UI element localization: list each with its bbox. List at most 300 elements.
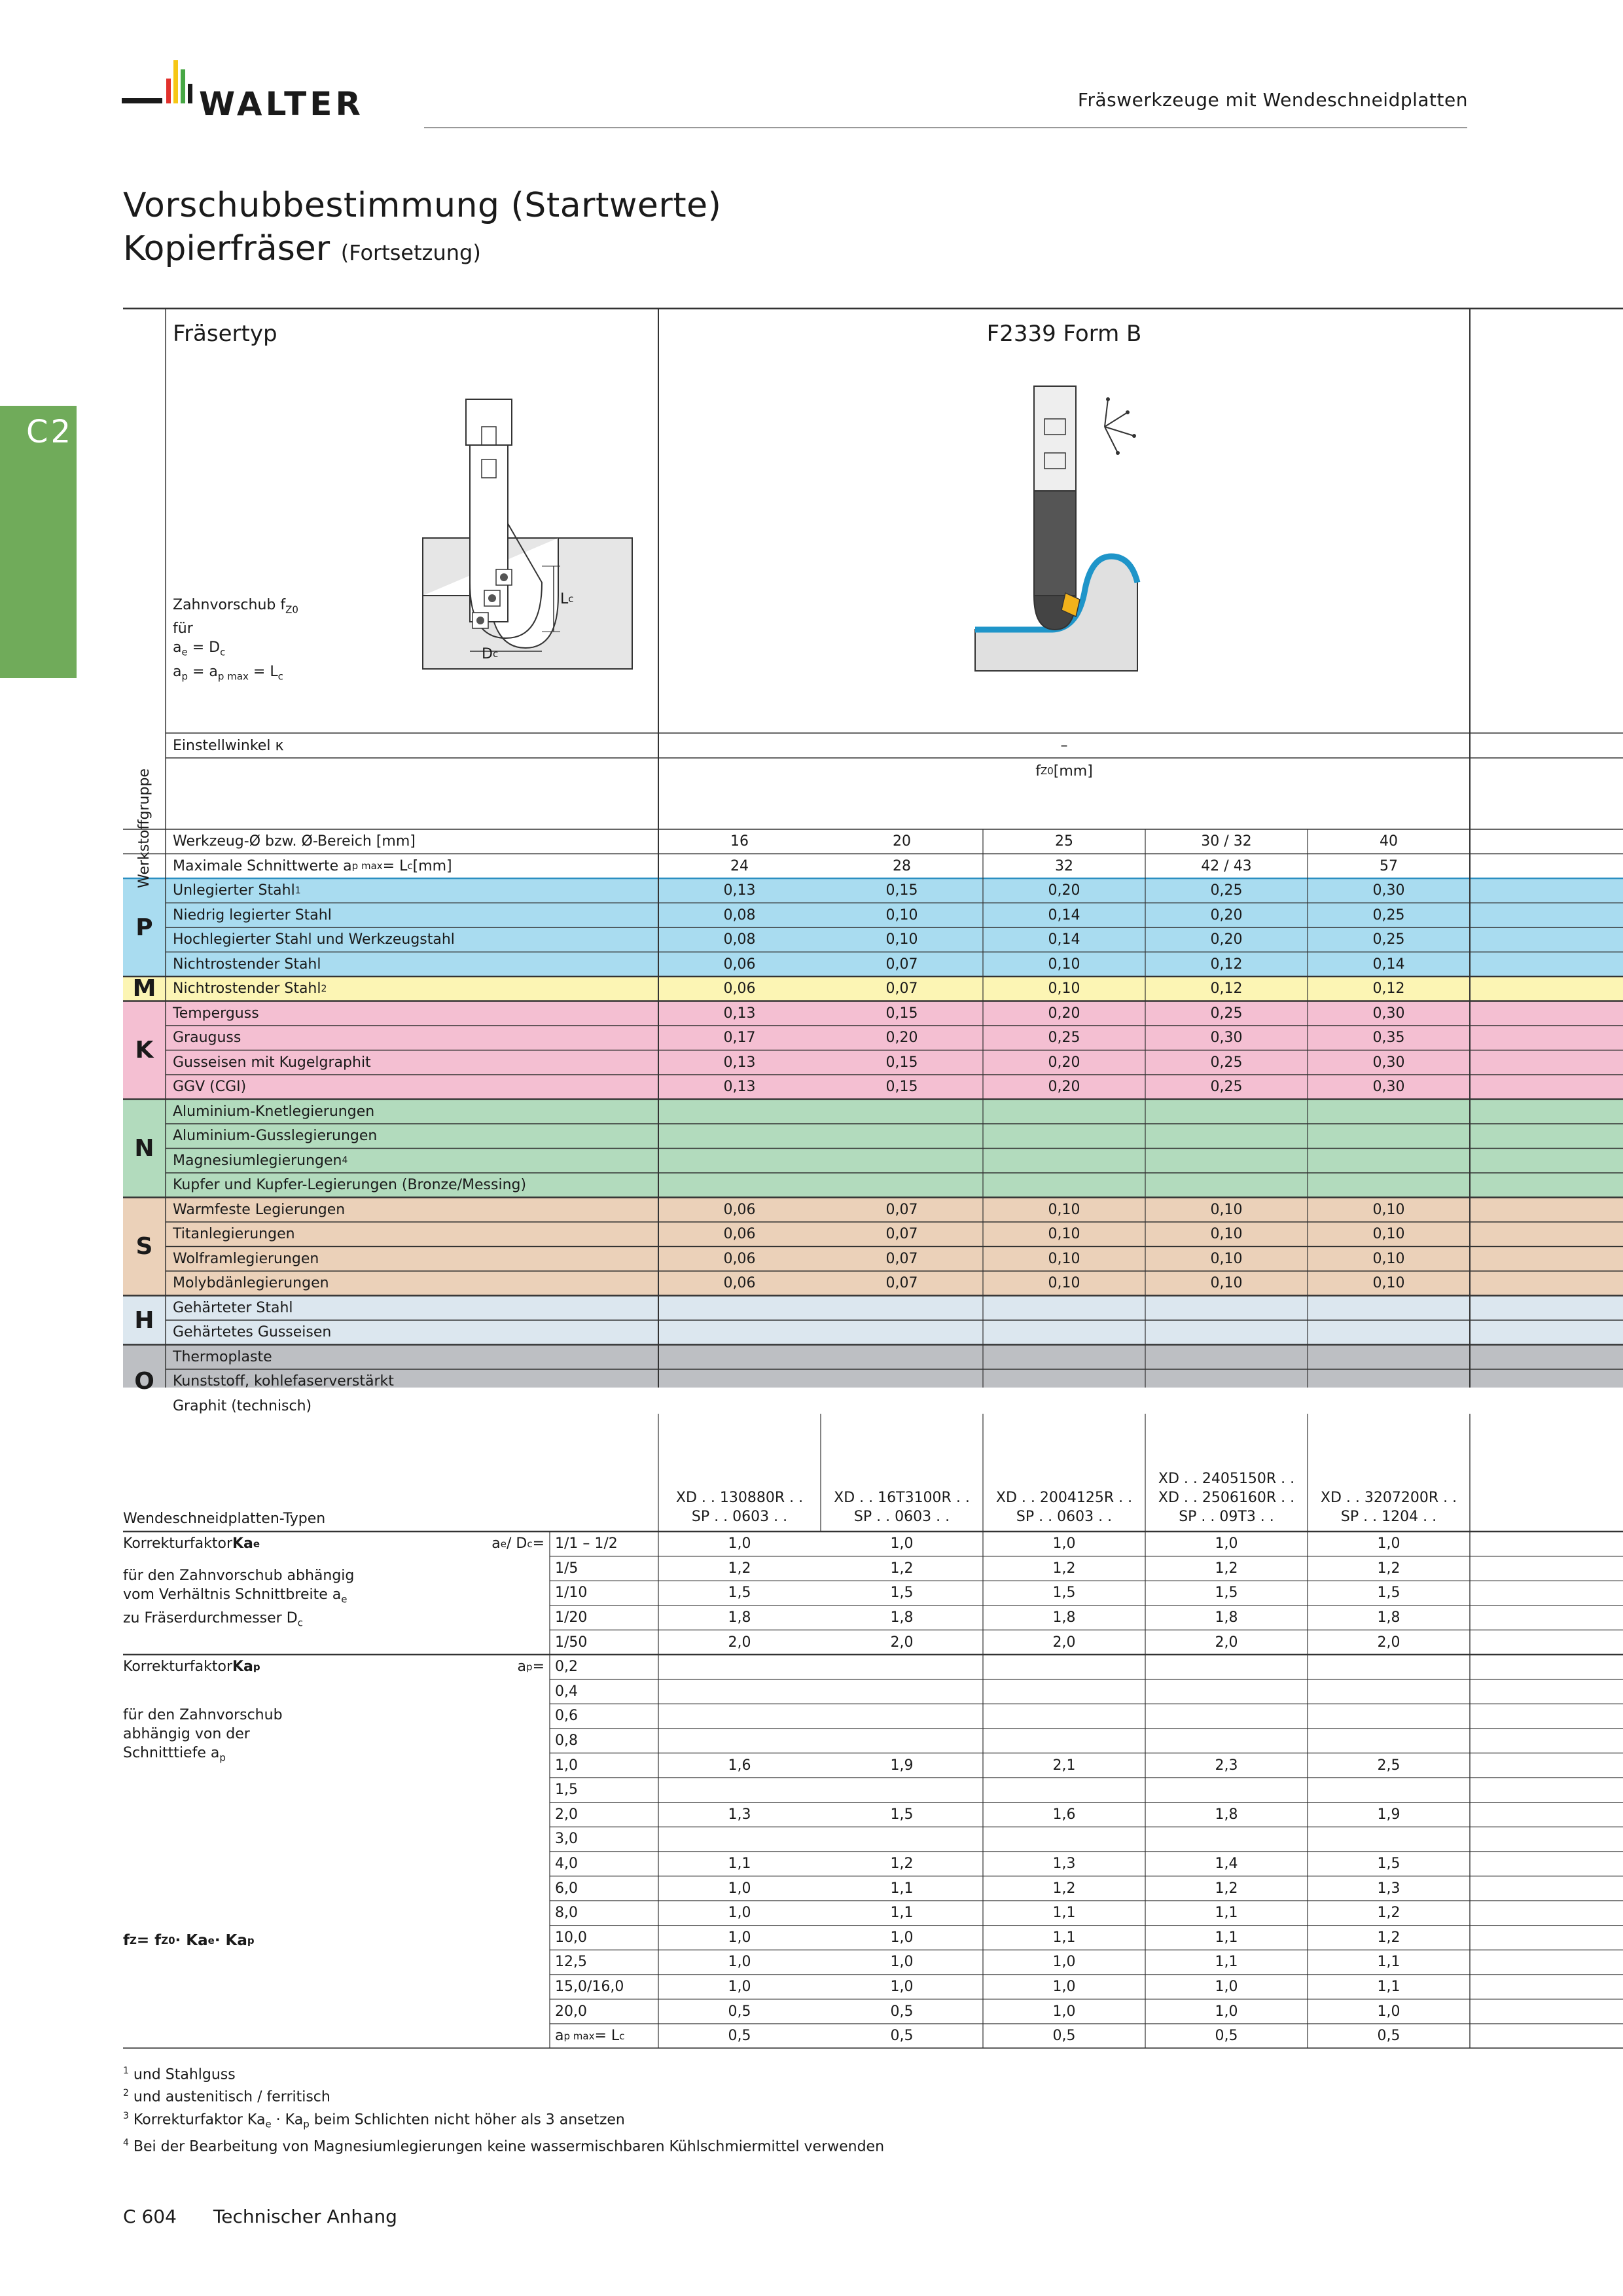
kap-value (1308, 1999, 1470, 2024)
value: 0,12 (1372, 980, 1405, 997)
value-cell (821, 1173, 983, 1198)
footnote-text: und austenitisch / ferritisch (128, 2089, 330, 2106)
value-cell (983, 977, 1145, 1001)
value-cell (1145, 1075, 1308, 1100)
text: 1,1 (1052, 1905, 1076, 1922)
text: 1,1 (1215, 1929, 1238, 1946)
kap-value (821, 1901, 983, 1926)
kap-depth (555, 1679, 658, 1704)
tool-name (658, 314, 1470, 353)
correction-table (123, 1414, 1623, 2049)
insert-code: SP . . 0603 . . (1016, 1509, 1113, 1525)
text: = (532, 1659, 544, 1676)
text: Z0 (161, 1935, 175, 1947)
text: 1,0 (1052, 1954, 1076, 1971)
kap-value (1145, 1704, 1308, 1729)
value-cell (1308, 903, 1470, 928)
kap-value (1308, 1901, 1470, 1926)
kap-value (983, 1852, 1145, 1876)
kap-value (821, 1827, 983, 1852)
footnote-ref: 2 (321, 983, 327, 994)
kae-value (983, 1581, 1145, 1605)
kap-depth (555, 1704, 658, 1729)
insert-type (1145, 1469, 1308, 1526)
kap-value (1145, 1778, 1308, 1803)
text: 2,3 (1215, 1757, 1238, 1774)
kap-value (821, 1999, 983, 2024)
value-cell (658, 1173, 821, 1198)
text: 1,6 (1052, 1806, 1076, 1823)
text: = L (594, 2028, 620, 2045)
text: 1,2 (890, 1560, 914, 1577)
value: 0,07 (885, 1275, 918, 1292)
group-label-S (123, 1198, 166, 1296)
text: 2,0 (1215, 1634, 1238, 1651)
group-letter: K (135, 1037, 154, 1064)
value-cell (983, 1369, 1145, 1394)
text: 1,0 (890, 1954, 914, 1971)
einstellwinkel-value (658, 733, 1470, 758)
value-cell (983, 1296, 1145, 1321)
value-cell (1145, 878, 1308, 903)
text: 1,8 (1377, 1609, 1400, 1626)
text: e (341, 1593, 348, 1605)
value: 0,30 (1372, 1005, 1405, 1022)
kap-value (983, 1901, 1145, 1926)
kap-value (658, 1852, 821, 1876)
value-cell (821, 1320, 983, 1345)
text: 1,8 (1215, 1609, 1238, 1626)
value: 0,10 (1372, 1201, 1405, 1218)
value-cell (1308, 1222, 1470, 1247)
footnote-text: und Stahlguss (128, 2066, 236, 2083)
text: [mm] (1053, 762, 1093, 780)
kap-depth (555, 1778, 658, 1803)
text: 2,0 (728, 1634, 751, 1651)
kae-value (1145, 1605, 1308, 1630)
text: 1,2 (1215, 1880, 1238, 1897)
value-cell (983, 1247, 1145, 1272)
value-cell (658, 1198, 821, 1223)
text: für den Zahnvorschub abhängig (123, 1568, 355, 1584)
text: 1,0 (728, 1535, 751, 1552)
group-label-K (123, 1001, 166, 1100)
text: / D (506, 1535, 527, 1552)
zv-sub: Z0 (285, 603, 298, 616)
kap-value (1308, 1655, 1470, 1679)
value-cell (1308, 952, 1470, 977)
value-cell (821, 1271, 983, 1296)
value-cell (1145, 829, 1308, 854)
insert-code: XD . . 2506160R . . (1158, 1490, 1295, 1506)
text: 1,2 (728, 1560, 751, 1577)
text: p (247, 1935, 255, 1947)
text: für den Zahnvorschub (123, 1707, 283, 1723)
logo-bars-icon (122, 60, 200, 119)
footnotes (123, 2062, 884, 2157)
kae-ratio-label (463, 1532, 548, 1556)
kap-value (983, 1950, 1145, 1975)
value-cell (658, 1124, 821, 1149)
value: 0,07 (885, 1226, 918, 1243)
value-cell (821, 1124, 983, 1149)
row-label (173, 1173, 657, 1198)
kap-value (1145, 1950, 1308, 1975)
text: c (407, 860, 413, 872)
text: 1,0 (1052, 1979, 1076, 1996)
value: 0,35 (1372, 1030, 1405, 1047)
insert-code: XD . . 2405150R . . (1158, 1471, 1295, 1487)
value: 0,25 (1372, 931, 1405, 948)
text: 1,3 (728, 1806, 751, 1823)
value-cell (1308, 1173, 1470, 1198)
kap-value (658, 1950, 821, 1975)
row-label (173, 1050, 657, 1075)
text: 1,2 (890, 1856, 914, 1873)
insert-code: XD . . 2004125R . . (995, 1490, 1133, 1506)
kae-value (983, 1532, 1145, 1556)
value: 0,10 (1372, 1250, 1405, 1267)
kap-value (983, 1926, 1145, 1950)
text: 1,1 (1215, 1954, 1238, 1971)
kap-value (1145, 1876, 1308, 1901)
depth-value: 4,0 (555, 1856, 578, 1873)
text: 1,0 (1215, 1979, 1238, 1996)
value-cell (821, 1345, 983, 1370)
value-cell (983, 1149, 1145, 1174)
value-cell (658, 829, 821, 854)
value: 0,07 (885, 1201, 918, 1218)
value-cell (983, 1100, 1145, 1124)
text: 2,0 (1052, 1634, 1076, 1651)
text: 1,1 (728, 1856, 751, 1873)
kap-value (983, 1753, 1145, 1778)
text: 1,2 (1377, 1560, 1400, 1577)
row-label (173, 1247, 657, 1272)
value-cell (1308, 829, 1470, 854)
value-cell (1308, 1100, 1470, 1124)
text: 1,6 (728, 1757, 751, 1774)
text: 0,5 (890, 2003, 914, 2020)
text: c (568, 593, 574, 605)
kap-depth (555, 1827, 658, 1852)
value-cell (658, 927, 821, 952)
text: c (297, 1617, 303, 1629)
value: 0,13 (723, 1054, 756, 1071)
text: = (532, 1535, 544, 1552)
kap-value (1308, 1704, 1470, 1729)
kap-value (658, 1729, 821, 1753)
kae-value (983, 1630, 1145, 1655)
group-label-H (123, 1296, 166, 1345)
value-cell (1145, 1050, 1308, 1075)
row-label (173, 1296, 657, 1321)
text: 1,2 (1377, 1929, 1400, 1946)
value: 0,14 (1048, 931, 1080, 948)
footnote (123, 2134, 884, 2156)
row-label (173, 1075, 657, 1100)
dc-label (482, 644, 508, 664)
text: p max (217, 670, 249, 683)
footnote-ref: 4 (342, 1155, 348, 1166)
value-cell (1308, 1247, 1470, 1272)
group-label-M (123, 977, 166, 1001)
text: Korrekturfaktor (123, 1535, 232, 1552)
group-label-N (123, 1100, 166, 1198)
value: 0,10 (885, 906, 918, 924)
text: 1,1 (1377, 1979, 1400, 1996)
value-cell (821, 927, 983, 952)
row-label (173, 1320, 657, 1345)
value-cell (821, 854, 983, 879)
value: 30 / 32 (1201, 833, 1252, 850)
kap-value (821, 1729, 983, 1753)
value-cell (1145, 952, 1308, 977)
text: a (173, 663, 182, 680)
value-cell (658, 1222, 821, 1247)
value: 0,30 (1372, 1054, 1405, 1071)
row-label (173, 977, 657, 1001)
feed-table (123, 308, 1623, 1414)
value: 0,20 (1048, 1005, 1080, 1022)
kap-depth (555, 1999, 658, 2024)
value-cell (1308, 854, 1470, 879)
value-cell (1145, 927, 1308, 952)
depth-value: 0,4 (555, 1683, 578, 1700)
footnote-text: Korrekturfaktor Ka (128, 2111, 266, 2128)
footnote (123, 2107, 884, 2134)
value: 20 (893, 833, 911, 850)
text: Korrekturfaktor (123, 1659, 232, 1676)
value: 0,15 (885, 1005, 918, 1022)
inserts-label (123, 1505, 647, 1532)
insert-code: XD . . 130880R . . (675, 1490, 804, 1506)
text: c (527, 1537, 533, 1550)
depth-value: 0,8 (555, 1732, 578, 1749)
value: 0,15 (885, 1054, 918, 1071)
value-cell (1145, 1345, 1308, 1370)
kap-depth (555, 2024, 658, 2049)
text: c (492, 648, 499, 660)
value: 0,20 (1210, 931, 1243, 948)
material-name: Warmfeste Legierungen (173, 1201, 346, 1218)
value: 0,10 (1372, 1226, 1405, 1243)
value-cell (983, 1026, 1145, 1050)
value-cell (658, 878, 821, 903)
material-name: Niedrig legierter Stahl (173, 906, 332, 924)
value-cell (1145, 1247, 1308, 1272)
value-cell (1308, 1271, 1470, 1296)
depth-value: 6,0 (555, 1880, 578, 1897)
text: a (517, 1659, 527, 1676)
text: e (500, 1537, 507, 1550)
text: 0,5 (1377, 2028, 1400, 2045)
value: 16 (730, 833, 749, 850)
insert-code: XD . . 16T3100R . . (834, 1490, 970, 1506)
kap-value (658, 1753, 821, 1778)
value-cell (1308, 1001, 1470, 1026)
value: 0,25 (1210, 882, 1243, 899)
value-cell (983, 829, 1145, 854)
kap-value (658, 1926, 821, 1950)
header-rule (424, 127, 1467, 128)
kap-depth (555, 1901, 658, 1926)
kap-value (1145, 1901, 1308, 1926)
row-label (173, 1001, 657, 1026)
value-cell (1145, 1198, 1308, 1223)
kae-value (658, 1532, 821, 1556)
value: 0,06 (723, 956, 756, 973)
value: 0,06 (723, 1201, 756, 1218)
row-label (173, 1222, 657, 1247)
kae-value (1145, 1630, 1308, 1655)
kap-value (1308, 1803, 1470, 1827)
value-cell (983, 854, 1145, 879)
material-name: Nichtrostender Stahl (173, 980, 321, 997)
value-cell (1308, 1149, 1470, 1174)
kap-depth (555, 1803, 658, 1827)
value-cell (983, 952, 1145, 977)
text: 1,8 (1215, 1806, 1238, 1823)
kae-ratio (555, 1630, 658, 1655)
insert-code: SP . . 1204 . . (1340, 1509, 1437, 1525)
text: · Ka (214, 1932, 247, 1950)
text: Maximale Schnittwerte a (173, 857, 352, 874)
value-cell (821, 952, 983, 977)
formula (123, 1926, 516, 1957)
text: 1,1 (890, 1905, 914, 1922)
kae-value (1308, 1605, 1470, 1630)
text: p (526, 1660, 533, 1673)
kap-value (983, 1975, 1145, 2000)
value-cell (1145, 1320, 1308, 1345)
material-name: Titanlegierungen (173, 1226, 295, 1243)
kap-depth (555, 1729, 658, 1753)
row-label (173, 1149, 657, 1174)
kae-value (983, 1605, 1145, 1630)
value: 0,12 (1210, 980, 1243, 997)
row-label (173, 1026, 657, 1050)
fz0-unit (658, 758, 1470, 784)
text: 1,5 (1215, 1585, 1238, 1602)
value-cell (821, 1001, 983, 1026)
text: 2,0 (1377, 1634, 1400, 1651)
material-name: Magnesiumlegierungen (173, 1152, 342, 1169)
text: 1,0 (1377, 1535, 1400, 1552)
depth-value: 20,0 (555, 2003, 587, 2020)
kae-value (983, 1556, 1145, 1581)
kap-value (1308, 1975, 1470, 2000)
value-cell (658, 1271, 821, 1296)
value: 0,15 (885, 1079, 918, 1096)
text: 1,5 (1377, 1856, 1400, 1873)
kap-value (658, 1876, 821, 1901)
material-name: Wolframlegierungen (173, 1250, 319, 1267)
text: 1,2 (1052, 1880, 1076, 1897)
depth-value: 0,6 (555, 1708, 578, 1725)
text: 1,0 (1052, 1535, 1076, 1552)
value: 0,30 (1372, 1079, 1405, 1096)
kap-value (983, 1827, 1145, 1852)
kap-value (1308, 1950, 1470, 1975)
fraesertyp: Fräsertyp (173, 321, 277, 347)
text: 1,0 (890, 1979, 914, 1996)
kae-value (821, 1556, 983, 1581)
value-cell (983, 1075, 1145, 1100)
row-label (173, 903, 657, 928)
ratio-value: 1/50 (555, 1634, 588, 1651)
value: 32 (1055, 857, 1073, 874)
kap-value (983, 1876, 1145, 1901)
material-name: Grauguss (173, 1030, 241, 1047)
kap-depth (555, 1655, 658, 1679)
material-name: Nichtrostender Stahl (173, 956, 321, 973)
depth-value: 0,2 (555, 1659, 578, 1676)
kap-value (1145, 1679, 1308, 1704)
value: 0,10 (1048, 956, 1080, 973)
value-cell (658, 952, 821, 977)
value: 0,10 (1048, 980, 1080, 997)
kap-value (983, 1704, 1145, 1729)
value-cell (1145, 854, 1308, 879)
value: 0,10 (1048, 1250, 1080, 1267)
walter-logo (122, 60, 397, 123)
value: 0,08 (723, 931, 756, 948)
material-name: Unlegierter Stahl (173, 882, 295, 899)
text: 0,5 (890, 2028, 914, 2045)
footer-section: Technischer Anhang (213, 2206, 397, 2227)
value-cell (658, 977, 821, 1001)
value: 28 (893, 857, 911, 874)
material-name: Thermoplaste (173, 1348, 272, 1365)
kap-value (1145, 1803, 1308, 1827)
value-cell (1145, 903, 1308, 928)
group-letter: P (135, 914, 153, 941)
kae-ratio (555, 1581, 658, 1605)
value: 0,10 (1210, 1201, 1243, 1218)
zv-l1: Zahnvorschub f (173, 597, 286, 613)
text: 1,5 (1377, 1585, 1400, 1602)
ratio-value: 1/10 (555, 1585, 588, 1602)
kap-value (983, 2024, 1145, 2049)
value-cell (821, 1050, 983, 1075)
kap-value (658, 1975, 821, 2000)
value-cell (658, 1369, 821, 1394)
kap-value (1308, 1926, 1470, 1950)
value-cell (1145, 1001, 1308, 1026)
footnote-text: Bei der Bearbeitung von Magnesiumlegierungen keine wassermischbaren Kühlschmiermittel verwenden (128, 2138, 885, 2155)
text: Z0 (1040, 765, 1054, 777)
footnote-ref: 1 (294, 885, 301, 896)
kap-value (983, 1679, 1145, 1704)
kap-value (983, 1729, 1145, 1753)
value-cell (821, 878, 983, 903)
text: 1,5 (890, 1585, 914, 1602)
kap-value (1308, 1876, 1470, 1901)
chapter-tab-label: C2 (26, 414, 74, 450)
text: 0,5 (1215, 2028, 1238, 2045)
depth-value: 2,0 (555, 1806, 578, 1823)
value: 0,10 (1048, 1201, 1080, 1218)
value: 0,10 (1210, 1226, 1243, 1243)
value-cell (658, 1345, 821, 1370)
text: · Ka (271, 2111, 304, 2128)
kae-title (123, 1532, 450, 1556)
kap-value (658, 1999, 821, 2024)
kap-value (658, 1655, 821, 1679)
text: 1,9 (1377, 1806, 1400, 1823)
insert-type (658, 1488, 821, 1526)
